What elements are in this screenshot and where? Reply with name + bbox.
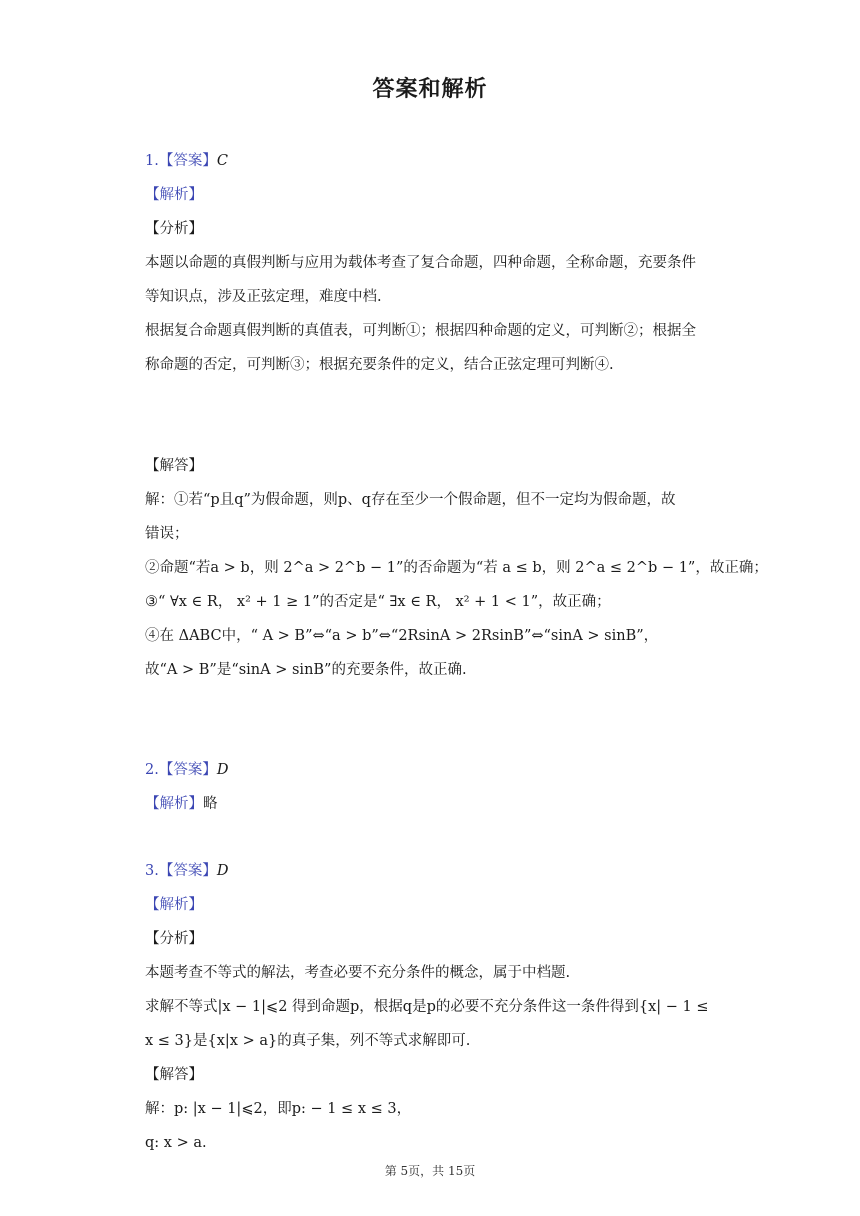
q1-fenxi-line-1: 本题以命题的真假判断与应用为载体考查了复合命题，四种命题，全称命题，充要条件	[145, 255, 696, 271]
q3-jieda-tag: 【解答】	[145, 1067, 203, 1083]
q1-jieda-line-4: ③“ ∀x ∈ R， x² + 1 ≥ 1”的否定是“ ∃x ∈ R， x² + 1 < 1”，故正确；	[145, 594, 611, 610]
q1-jieda-line-1: 解：①若“p且q”为假命题，则p、q存在至少一个假命题，但不一定均为假命题，故	[145, 492, 676, 508]
q2-answer-tag: 【答案】	[158, 762, 217, 778]
q1-jieda-line-6: 故“A > B”是“sinA > sinB”的充要条件，故正确.	[145, 662, 467, 678]
q2-number: 2.	[145, 762, 159, 778]
q1-fenxi-tag: 【分析】	[145, 221, 203, 237]
q3-jieda-line-1: 解：p: |x − 1|⩽2，即p: − 1 ≤ x ≤ 3，	[145, 1101, 412, 1117]
q3-jieda-line-2: q: x > a.	[145, 1135, 207, 1151]
q2-jiexi-tag: 【解析】	[145, 796, 203, 812]
q1-jieda-line-5: ④在 ΔABC中，“ A > B”⇔“a > b”⇔“2RsinA > 2RsinB”⇔“sinA > sinB”，	[145, 628, 659, 644]
q3-answer-tag: 【答案】	[158, 863, 217, 879]
q1-fenxi-line-2: 等知识点，涉及正弦定理，难度中档.	[145, 289, 382, 305]
q2-jiexi-line	[145, 794, 720, 814]
q1-jieda-line-3: ②命题“若a > b，则 2^a > 2^b − 1”的否命题为“若 a ≤ b，则 2^a ≤ 2^b − 1”，故正确；	[145, 560, 768, 576]
q3-fenxi-line-1: 本题考查不等式的解法，考查必要不充分条件的概念，属于中档题.	[145, 965, 571, 981]
q1-answer-line	[145, 151, 720, 171]
q3-answer-value: D	[216, 863, 229, 879]
q1-answer-value: C	[216, 153, 228, 169]
q3-answer-line	[145, 861, 720, 881]
page-footer: 第 5页，共 15页	[384, 1164, 476, 1178]
q1-jieda-line-2: 错误；	[145, 526, 189, 542]
q3-fenxi-tag: 【分析】	[145, 931, 203, 947]
q3-fenxi-line-2: 求解不等式|x − 1|⩽2 得到命题p，根据q是p的必要不充分条件这一条件得到{x| − 1 ≤	[145, 999, 709, 1015]
page-title: 答案和解析	[372, 77, 488, 102]
q3-jiexi-tag: 【解析】	[145, 897, 203, 913]
q3-number: 3.	[145, 863, 159, 879]
q1-jieda-tag: 【解答】	[145, 458, 203, 474]
q1-number: 1.	[145, 153, 159, 169]
q3-fenxi-line-3: x ≤ 3}是{x|x > a}的真子集，列不等式求解即可.	[145, 1033, 471, 1049]
q2-jiexi-text: 略	[203, 796, 218, 812]
q1-jiexi-tag: 【解析】	[145, 187, 203, 203]
q2-answer-line	[145, 760, 720, 780]
q1-fenxi-line-4: 称命题的否定，可判断③；根据充要条件的定义，结合正弦定理可判断④.	[145, 357, 614, 373]
q2-answer-value: D	[216, 762, 229, 778]
q1-fenxi-line-3: 根据复合命题真假判断的真值表，可判断①；根据四种命题的定义，可判断②；根据全	[145, 323, 696, 339]
q1-answer-tag: 【答案】	[158, 153, 217, 169]
